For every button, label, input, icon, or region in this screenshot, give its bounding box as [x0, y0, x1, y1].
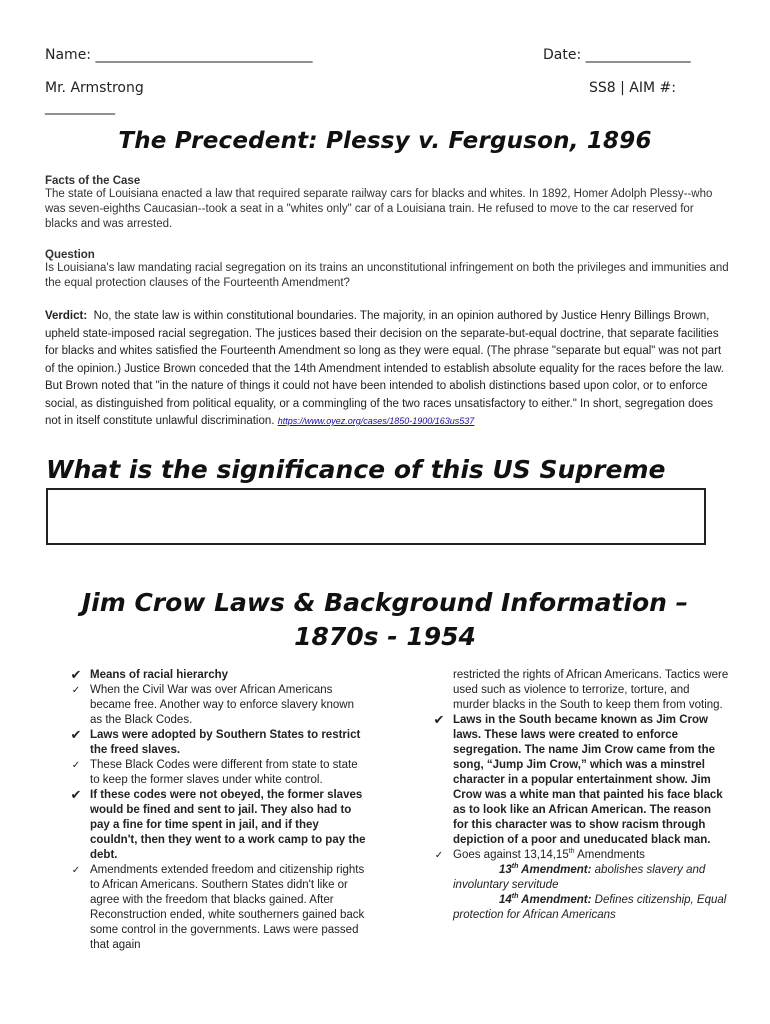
list-item-text: These Black Codes were different from state to state to keep the former slaves under white control. — [90, 759, 358, 786]
amendment-13: 13th Amendment: abolishes slavery and involuntary servitude — [453, 863, 706, 891]
checkmark-icon: ✔ — [70, 728, 82, 743]
checkmark-icon: ✔ — [70, 788, 82, 803]
list-item — [66, 758, 366, 788]
aim-blank: __________ — [45, 99, 115, 115]
checkmark-icon: ✓ — [434, 850, 444, 861]
checkmark-icon: ✓ — [71, 685, 81, 696]
list-item — [66, 728, 366, 758]
facts-text: The state of Louisiana enacted a law that required separate railway cars for blacks and whites. In 1892, Homer Adolph Plessy--who was seven-eighths Caucasian--took a seat in a "whites only" car of a Louisiana train. He refused to move to the car reserved for blacks and was arrested. — [45, 188, 713, 230]
question-text: Is Louisiana's law mandating racial segregation on its trains an unconstitutional infringement on both the privileges and immunities and the equal protection clauses of the Fourteenth Amendment? — [45, 262, 729, 289]
list-item — [66, 788, 366, 863]
question-section — [45, 249, 730, 291]
facts-section — [45, 175, 725, 232]
answer-box[interactable] — [46, 488, 706, 545]
teacher-name: Mr. Armstrong — [45, 80, 144, 96]
list-item — [66, 863, 366, 953]
right-column — [429, 668, 729, 923]
facts-heading: Facts of the Case — [45, 175, 141, 187]
left-bullet-list — [66, 668, 366, 953]
list-item-text: Laws in the South became known as Jim Crow laws. These laws were created to enforce segregation. The name Jim Crow came from the song, “Jump Jim Crow,” which was a minstrel character in a popular entertainment show. Jim Crow was a white man that painted his face black as to look like an African American. The reason for this character was to show racism through depiction of a poor and uneducated black man. — [453, 714, 723, 846]
list-item-text: Means of racial hierarchy — [90, 669, 229, 681]
right-bullet-list — [429, 713, 729, 863]
amendment-14: 14th Amendment: Defines citizenship, Equal protection for African Americans — [453, 893, 727, 921]
checkmark-icon: ✔ — [433, 713, 445, 728]
list-item — [429, 713, 729, 848]
list-item-text: Amendments extended freedom and citizenship rights to African Americans. Southern States didn't like or agree with the freedom that blacks gained. After Reconstruction ended, white southerners gained back some control in the governments. Laws were passed that again — [90, 864, 365, 951]
left-column — [66, 668, 366, 953]
checkmark-icon: ✔ — [70, 668, 82, 683]
jim-crow-title-line2: 1870s - 1954 — [294, 622, 476, 651]
jim-crow-title — [30, 586, 740, 654]
list-item — [66, 668, 366, 683]
page-title: The Precedent: Plessy v. Ferguson, 1896 — [118, 128, 652, 154]
question-heading: Question — [45, 249, 95, 261]
list-item — [66, 683, 366, 728]
checkmark-icon: ✓ — [71, 865, 81, 876]
list-item-text: Laws were adopted by Southern States to restrict the freed slaves. — [90, 729, 361, 756]
list-item-text: Goes against 13,14,15th Amendments — [453, 848, 645, 861]
course-aim-label: SS8 | AIM #: — [589, 80, 676, 96]
name-field-label: Name: _______________________________ — [45, 47, 313, 63]
verdict-text: No, the state law is within constitutional boundaries. The majority, in an opinion authored by Justice Henry Billings Brown, upheld state-imposed racial segregation. The justices based their decision on the separate-but-equal doctrine, that separate facilities for blacks and whites satisfied the Fourteenth Amendment so long as they were equal. (The phrase "separate but equal" was not part of the opinion.) Justice Brown conceded that the 14th Amendment intended to establish absolute equality for the races before the law. But Brown noted that "in the nature of things it could not have been intended to abolish distinctions based upon color, or to enforce social, as distinguished from political equality, or a commingling of the two races unsatisfactory to either." In short, segregation does not in itself constitute unlawful discrimination. — [45, 310, 724, 427]
date-field-label: Date: _______________ — [543, 47, 691, 63]
jim-crow-title-line1: Jim Crow Laws & Background Information – — [81, 588, 689, 617]
significance-prompt: What is the significance of this US Supreme — [46, 455, 666, 484]
checkmark-icon: ✓ — [71, 760, 81, 771]
list-item — [429, 848, 729, 863]
list-item-text: When the Civil War was over African Americans became free. Another way to enforce slavery known as the Black Codes. — [90, 684, 355, 726]
oyez-link[interactable]: https://www.oyez.org/cases/1850-1900/163us537 — [277, 416, 475, 426]
list-item-text: If these codes were not obeyed, the former slaves would be fined and sent to jail. They also had to pay a fine for time spent in jail, and if they couldn't, then they went to a work camp to pay the debt. — [90, 789, 366, 861]
verdict-section — [45, 308, 730, 431]
continued-text: restricted the rights of African Americans. Tactics were used such as violence to terrorize, torture, and murder blacks in the South to keep them from voting. — [453, 669, 729, 711]
verdict-label: Verdict: — [45, 310, 88, 322]
